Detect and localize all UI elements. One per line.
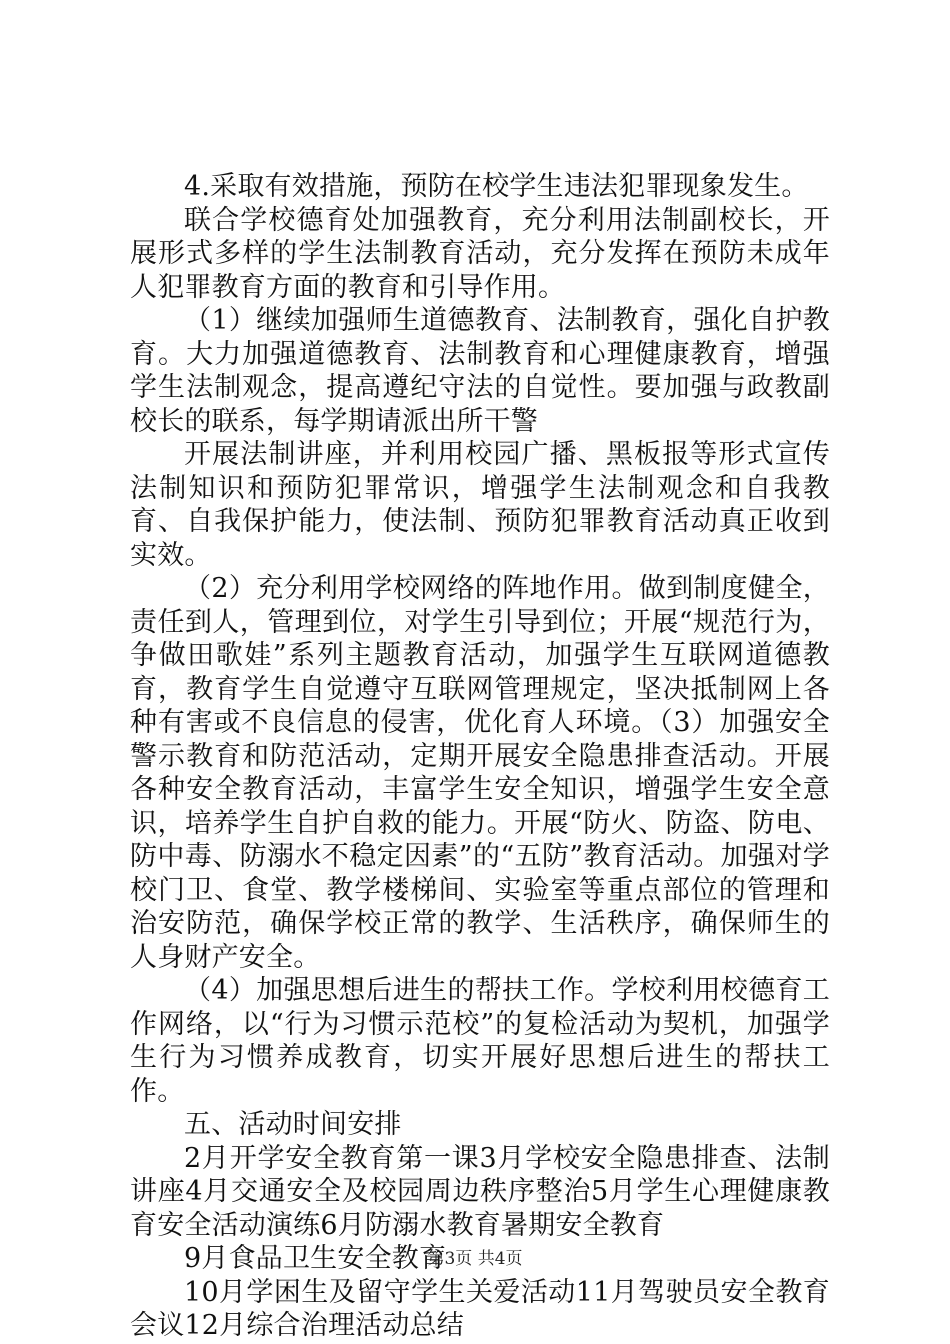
paragraph-schedule-sep: 9月食品卫生安全教育 (184, 1243, 447, 1274)
paragraph-item-1-continued: 开展法制讲座，并利用校园广播、黑板报等形式宣传法制知识和预防犯罪常识，增强学生法制观念和自我教育、自我保护能力，使法制、预防犯罪教育活动真正收到实效。 (130, 439, 830, 571)
paragraph-schedule-feb-jun: 2月开学安全教育第一课3月学校安全隐患排查、法制讲座4月交通安全及校园周边秩序整治5月学生心理健康教育安全活动演练6月防溺水教育暑期安全教育 (130, 1142, 830, 1241)
paragraph-section-5-heading: 五、活动时间安排 (184, 1109, 402, 1140)
paragraph-section-4-heading: 4.采取有效措施，预防在校学生违法犯罪现象发生。 (184, 171, 809, 202)
paragraph-item-1: （1）继续加强师生道德教育、法制教育，强化自护教育。大力加强道德教育、法制教育和心理健康教育，增强学生法制观念，提高遵纪守法的自觉性。要加强与政教副校长的联系，每学期请派出所干警 (130, 305, 830, 437)
page-number-label: 第3页 共4页 (427, 1249, 523, 1269)
paragraph-intro: 联合学校德育处加强教育，充分利用法制副校长，开展形式多样的学生法制教育活动，充分发挥在预防未成年人犯罪教育方面的教育和引导作用。 (130, 204, 830, 303)
paragraph-item-4: （4）加强思想后进生的帮扶工作。学校利用校德育工作网络，以“行为习惯示范校”的复检活动为契机，加强学生行为习惯养成教育，切实开展好思想后进生的帮扶工作。 (130, 975, 830, 1107)
paragraph-schedule-oct-dec: 10月学困生及留守学生关爱活动11月驾驶员安全教育会议12月综合治理活动总结 (130, 1276, 830, 1341)
page-footer (0, 1244, 950, 1269)
document-body (130, 170, 830, 1343)
paragraph-item-2-3: （2）充分利用学校网络的阵地作用。做到制度健全，责任到人，管理到位，对学生引导到位；开展“规范行为，争做田歌娃”系列主题教育活动，加强学生互联网道德教育，教育学生自觉遵守互联网管理规定，坚决抵制网上各种有害或不良信息的侵害，优化育人环境。（3）加强安全警示教育和防范活动，定期开展安全隐患排查活动。开展各种安全教育活动，丰富学生安全知识，增强学生安全意识，培养学生自护自救的能力。开展“防火、防盗、防电、防中毒、防溺水不稳定因素”的“五防”教育活动。加强对学校门卫、食堂、教学楼梯间、实验室等重点部位的管理和治安防范，确保学校正常的教学、生活秩序，确保师生的人身财产安全。 (130, 573, 830, 973)
